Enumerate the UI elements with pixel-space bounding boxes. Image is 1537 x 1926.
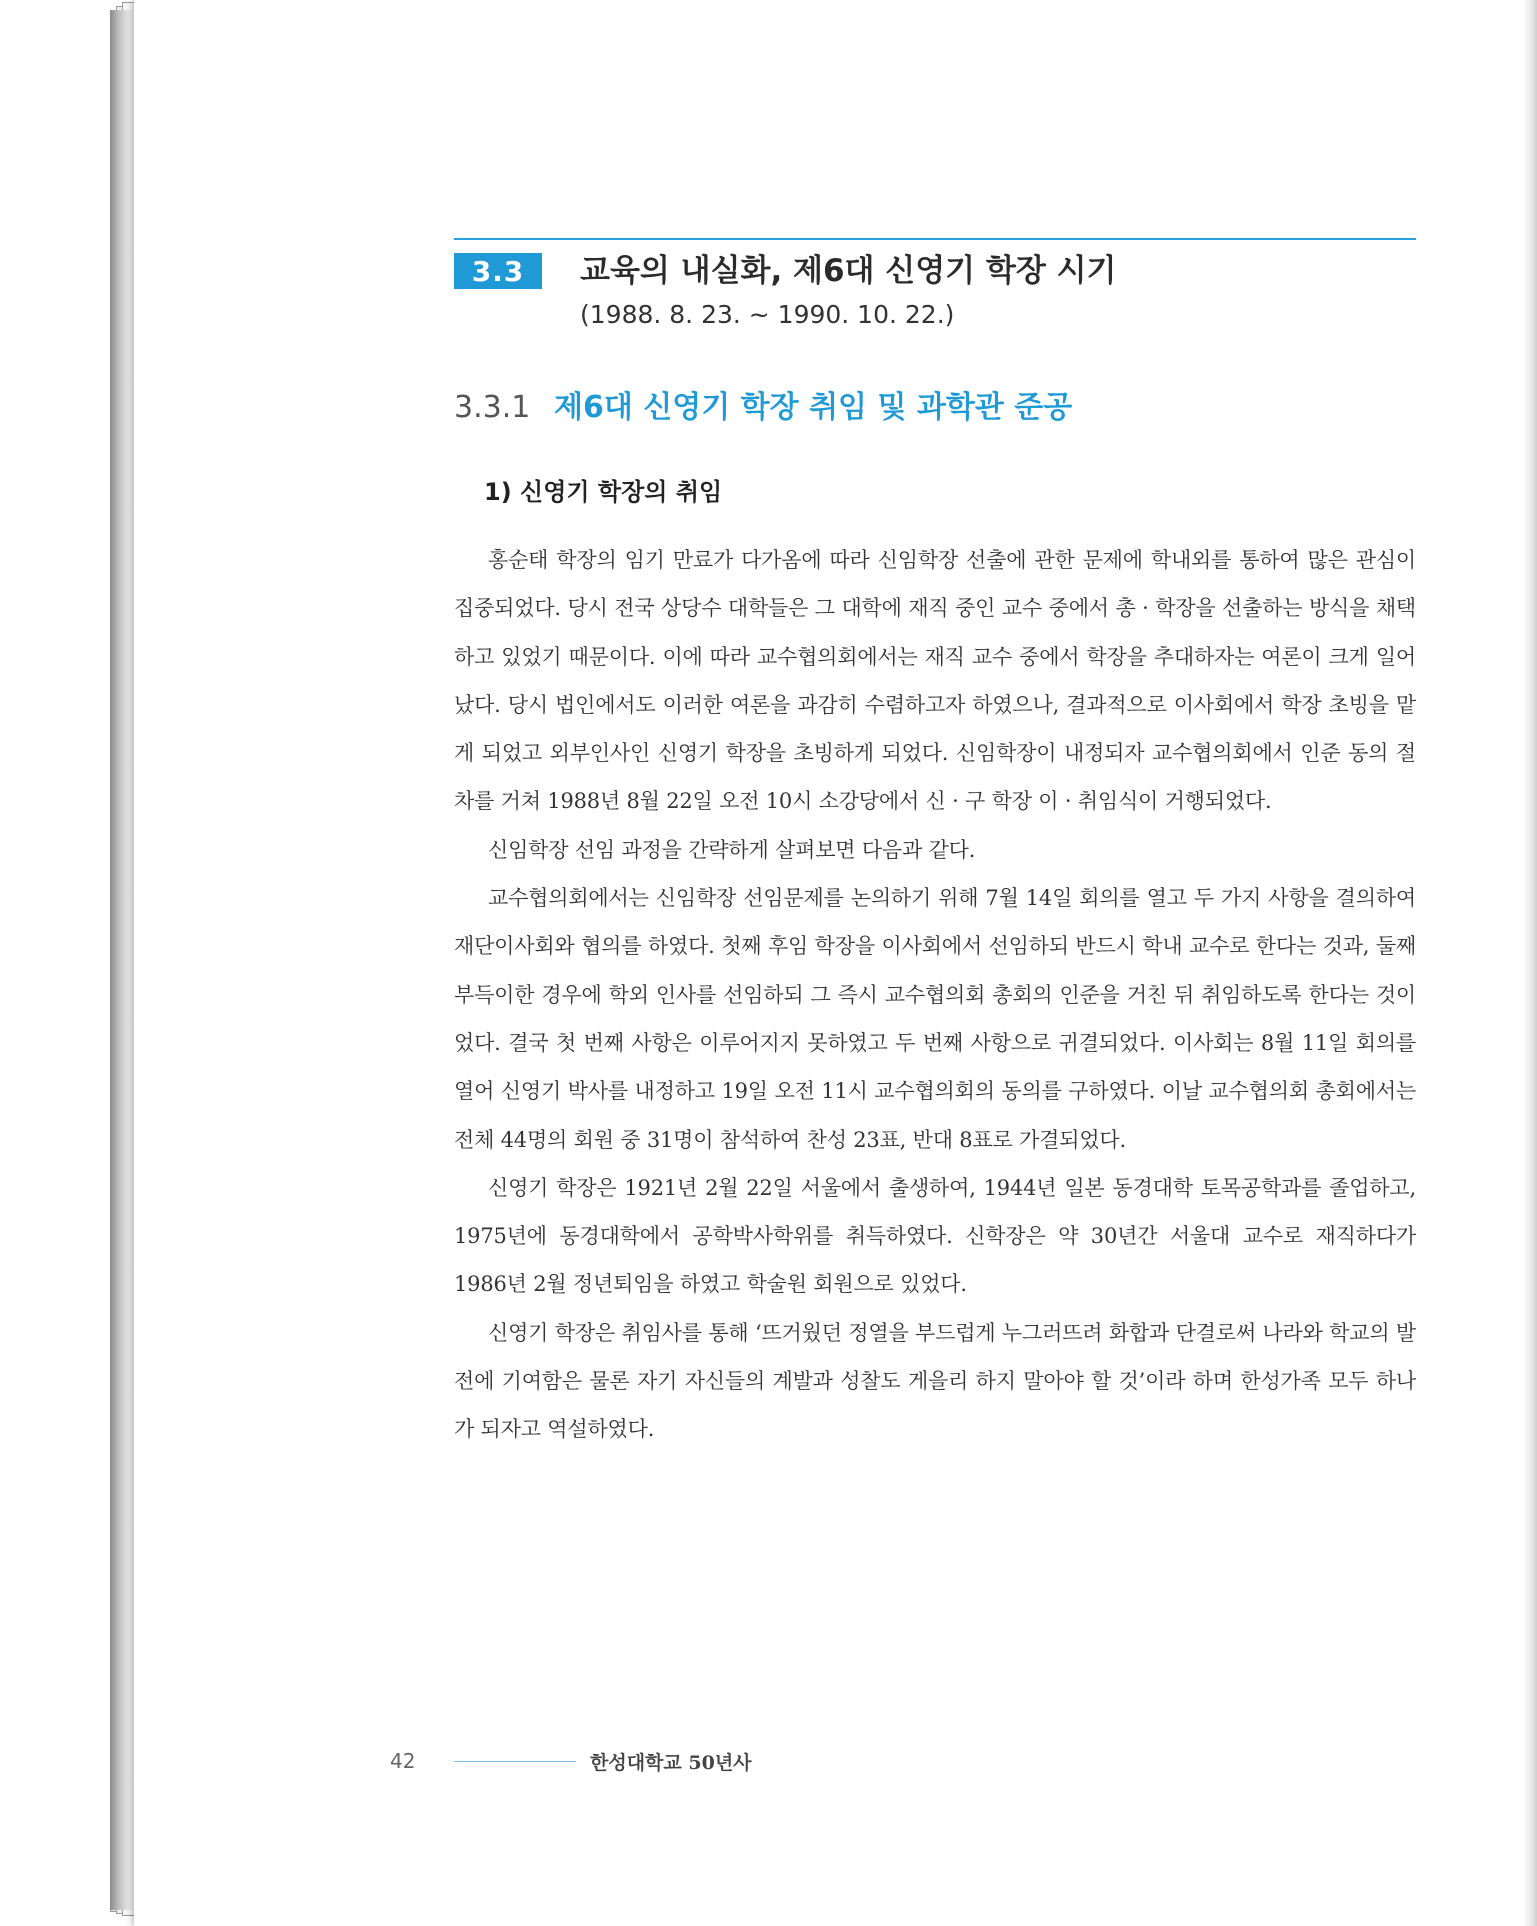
book-spine: [110, 10, 134, 1910]
section-number-badge: 3.3: [454, 253, 542, 289]
page-right-edge: [1523, 0, 1537, 1926]
body-paragraph: 신영기 학장은 취임사를 통해 ‘뜨거웠던 정열을 부드럽게 누그러뜨려 화합과 단결로써 나라와 학교의 발전에 기여함은 물론 자기 자신들의 계발과 성찰도 게을리 하지 말아야 할 것’이라 하며 한성가족 모두 하나가 되자고 역설하였다.: [454, 1320, 1416, 1442]
body-paragraph: 신영기 학장은 1921년 2월 22일 서울에서 출생하여, 1944년 일본 동경대학 토목공학과를 졸업하고, 1975년에 동경대학에서 공학박사학위를 취득하였다. 신학장은 약 30년간 서울대 교수로 재직하다가 1986년 2월 정년퇴임을 하였고 학술원 회원으로 있었다.: [454, 1175, 1416, 1297]
page-number: 42: [390, 1749, 416, 1773]
subsection-header: [454, 388, 1072, 428]
section-header: [454, 250, 542, 292]
document-page: [134, 0, 1537, 1926]
section-dates: (1988. 8. 23. ~ 1990. 10. 22.): [580, 300, 955, 329]
paragraph-heading: 1) 신영기 학장의 취임: [484, 478, 723, 506]
subsection-number: 3.3.1: [454, 390, 531, 425]
body-paragraph: 교수협의회에서는 신임학장 선임문제를 논의하기 위해 7월 14일 회의를 열고 두 가지 사항을 결의하여 재단이사회와 협의를 하였다. 첫째 후임 학장을 이사회에서 선임하되 반드시 학내 교수로 한다는 것과, 둘째 부득이한 경우에 학외 인사를 선임하되 그 즉시 교수협의회 총회의 인준을 거친 뒤 취임하도록 한다는 것이었다. 결국 첫 번째 사항은 이루어지지 못하였고 두 번째 사항으로 귀결되었다. 이사회는 8월 11일 회의를 열어 신영기 박사를 내정하고 19일 오전 11시 교수협의회의 동의를 구하였다. 이날 교수협의회 총회에서는 전체 44명의 회원 중 31명이 참석하여 찬성 23표, 반대 8표로 가결되었다.: [454, 886, 1416, 1152]
footer-book-title: 한성대학교 50년사: [590, 1751, 752, 1774]
subsection-title: 제6대 신영기 학장 취임 및 과학관 준공: [554, 390, 1073, 425]
footer-rule: [454, 1761, 576, 1762]
page-footer: [390, 1746, 752, 1776]
section-title: 교육의 내실화, 제6대 신영기 학장 시기: [580, 253, 1117, 289]
body-paragraph: 신임학장 선임 과정을 간략하게 살펴보면 다음과 같다.: [488, 837, 976, 862]
section-top-rule: [454, 238, 1416, 240]
body-paragraph: 홍순태 학장의 임기 만료가 다가옴에 따라 신임학장 선출에 관한 문제에 학내외를 통하여 많은 관심이 집중되었다. 당시 전국 상당수 대학들은 그 대학에 재직 중인 교수 중에서 총 · 학장을 선출하는 방식을 채택하고 있었기 때문이다. 이에 따라 교수협의회에서는 재직 교수 중에서 학장을 추대하자는 여론이 크게 일어났다. 당시 법인에서도 이러한 여론을 과감히 수렴하고자 하였으나, 결과적으로 이사회에서 학장 초빙을 맡게 되었고 외부인사인 신영기 학장을 초빙하게 되었다. 신임학장이 내정되자 교수협의회에서 인준 동의 절차를 거쳐 1988년 8월 22일 오전 10시 소강당에서 신 · 구 학장 이 · 취임식이 거행되었다.: [454, 548, 1416, 814]
body-text: [454, 536, 1416, 1454]
